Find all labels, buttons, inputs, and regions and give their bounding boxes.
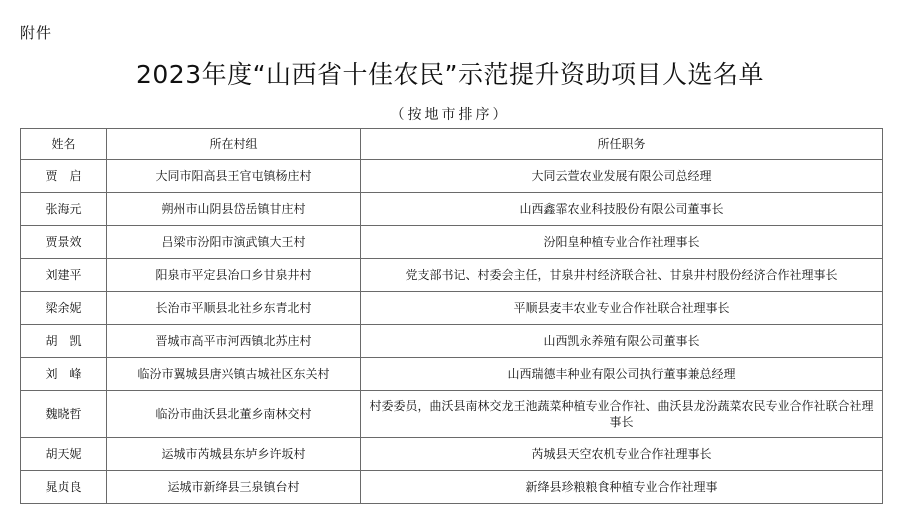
page-subtitle: （按地市排序） bbox=[390, 107, 510, 123]
page-title: 2023年度“山西省十佳农民”示范提升资助项目人选名单 bbox=[135, 60, 765, 89]
cell-village: 朔州市山阴县岱岳镇甘庄村 bbox=[107, 193, 361, 226]
table-row bbox=[21, 438, 883, 471]
cell-position: 山西瑞德丰种业有限公司执行董事兼总经理 bbox=[361, 358, 883, 391]
cell-village: 临汾市翼城县唐兴镇古城社区东关村 bbox=[107, 358, 361, 391]
table-row bbox=[21, 358, 883, 391]
cell-position: 山西凯永养殖有限公司董事长 bbox=[361, 325, 883, 358]
header-village: 所在村组 bbox=[107, 129, 361, 160]
cell-village: 运城市芮城县东垆乡许坂村 bbox=[107, 438, 361, 471]
cell-name: 贾景效 bbox=[21, 226, 107, 259]
cell-position: 党支部书记、村委会主任，甘泉井村经济联合社、甘泉井村股份经济合作社理事长 bbox=[361, 259, 883, 292]
table-header-row bbox=[21, 129, 883, 160]
table-row bbox=[21, 471, 883, 504]
cell-position: 山西鑫霏农业科技股份有限公司董事长 bbox=[361, 193, 883, 226]
cell-village: 晋城市高平市河西镇北苏庄村 bbox=[107, 325, 361, 358]
cell-name: 胡 凯 bbox=[21, 325, 107, 358]
cell-position: 村委委员，曲沃县南林交龙王池蔬菜种植专业合作社、曲沃县龙汾蔬菜农民专业合作社联合社理事长 bbox=[361, 391, 883, 438]
table-row bbox=[21, 160, 883, 193]
cell-position: 新绛县珍粮粮食种植专业合作社理事 bbox=[361, 471, 883, 504]
cell-position: 大同云萱农业发展有限公司总经理 bbox=[361, 160, 883, 193]
cell-name: 刘建平 bbox=[21, 259, 107, 292]
cell-name: 贾 启 bbox=[21, 160, 107, 193]
table-row bbox=[21, 193, 883, 226]
table-row bbox=[21, 325, 883, 358]
cell-village: 吕梁市汾阳市演武镇大王村 bbox=[107, 226, 361, 259]
cell-name: 胡天妮 bbox=[21, 438, 107, 471]
candidate-table bbox=[20, 128, 883, 504]
cell-village: 大同市阳高县王官屯镇杨庄村 bbox=[107, 160, 361, 193]
cell-position: 平顺县麦丰农业专业合作社联合社理事长 bbox=[361, 292, 883, 325]
table-row bbox=[21, 292, 883, 325]
table-row bbox=[21, 391, 883, 438]
cell-village: 长治市平顺县北社乡东青北村 bbox=[107, 292, 361, 325]
cell-village: 临汾市曲沃县北董乡南林交村 bbox=[107, 391, 361, 438]
cell-name: 刘 峰 bbox=[21, 358, 107, 391]
header-position: 所任职务 bbox=[361, 129, 883, 160]
cell-village: 阳泉市平定县冶口乡甘泉井村 bbox=[107, 259, 361, 292]
header-name: 姓名 bbox=[21, 129, 107, 160]
cell-name: 梁余妮 bbox=[21, 292, 107, 325]
cell-name: 张海元 bbox=[21, 193, 107, 226]
cell-position: 汾阳皇种植专业合作社理事长 bbox=[361, 226, 883, 259]
cell-position: 芮城县天空农机专业合作社理事长 bbox=[361, 438, 883, 471]
cell-name: 魏晓哲 bbox=[21, 391, 107, 438]
cell-village: 运城市新绛县三泉镇台村 bbox=[107, 471, 361, 504]
cell-name: 晁贞良 bbox=[21, 471, 107, 504]
table-row bbox=[21, 259, 883, 292]
table-row bbox=[21, 226, 883, 259]
annex-label: 附件 bbox=[20, 24, 53, 42]
